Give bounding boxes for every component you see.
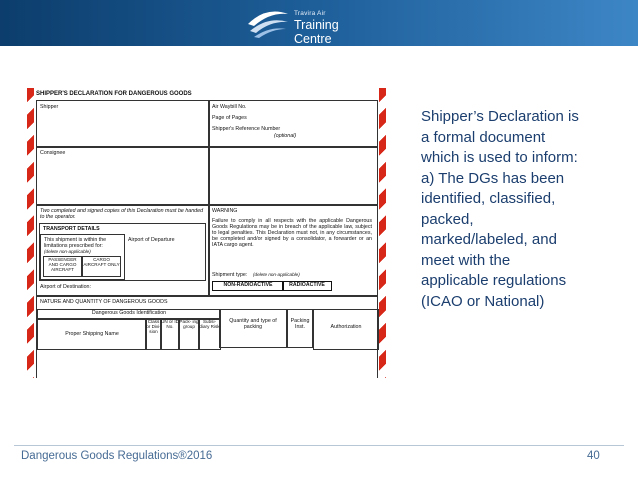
form-title: SHIPPER'S DECLARATION FOR DANGEROUS GOODS bbox=[36, 91, 192, 97]
shipper-box bbox=[36, 100, 210, 148]
nature-quantity-box bbox=[36, 295, 378, 378]
logo bbox=[244, 3, 374, 46]
warning-text: Failure to comply in all respects with the applicable Dangerous Goods Regulations may be in breach of the applicable law, subject to legal penalties. This Declaration must not, in any circumstances, be completed and/or signed by a consolidator, a forwarder or an IATA cargo agent. bbox=[212, 218, 372, 249]
dg-identification-header: Dangerous Goods Identification bbox=[37, 309, 221, 320]
body-line: meet with the bbox=[421, 251, 511, 269]
body-text bbox=[421, 107, 621, 312]
optional-note: (optional) bbox=[274, 133, 297, 139]
shipment-type-label: Shipment type: bbox=[212, 272, 248, 278]
transport-box bbox=[36, 204, 210, 297]
consignee-box bbox=[36, 146, 210, 206]
col-class: Class or Divi- sion bbox=[145, 318, 162, 350]
hatched-border-left bbox=[27, 88, 34, 378]
page-number: 40 bbox=[587, 450, 600, 462]
logo-title: Training Centre bbox=[294, 18, 339, 46]
airport-destination-label: Airport of Destination: bbox=[40, 284, 91, 290]
transport-details-box bbox=[39, 223, 206, 281]
consignee-label: Consignee bbox=[40, 150, 66, 156]
col-un-number: UN or ID No. bbox=[160, 318, 180, 350]
col-packing-group: Pack- ing group bbox=[178, 318, 200, 350]
aircraft-limits-box bbox=[40, 234, 125, 280]
header-bar bbox=[0, 0, 638, 46]
col-quantity: Quantity and type of packing bbox=[219, 309, 287, 348]
nature-quantity-label: NATURE AND QUANTITY OF DANGEROUS GOODS bbox=[40, 299, 168, 305]
body-line: a formal document bbox=[421, 128, 546, 146]
body-line: marked/labeled, and bbox=[421, 231, 557, 248]
body-line: (ICAO or National) bbox=[421, 292, 545, 310]
body-line: identified, classified, bbox=[421, 190, 556, 207]
air-waybill-label: Air Waybill No. bbox=[212, 104, 247, 110]
form-content bbox=[36, 91, 376, 378]
waybill-box bbox=[208, 100, 378, 148]
body-line: applicable regulations bbox=[421, 272, 567, 289]
body-line: Shipper’s Declaration is bbox=[421, 108, 579, 125]
col-authorization: Authorization bbox=[313, 309, 379, 350]
delete-note: (delete non-applicable) bbox=[44, 249, 91, 254]
warning-label: WARNING bbox=[212, 208, 238, 214]
body-line: which is used to inform: bbox=[421, 149, 578, 166]
passenger-cargo-option: PASSENGER AND CARGO AIRCRAFT bbox=[43, 256, 82, 277]
hatched-border-right bbox=[379, 88, 386, 378]
shipment-within-label: This shipment is within the limitations prescribed for: bbox=[44, 237, 107, 250]
col-proper-shipping-name: Proper Shipping Name bbox=[37, 318, 147, 350]
cargo-only-option: CARGO AIRCRAFT ONLY bbox=[82, 256, 121, 277]
transport-details-label: TRANSPORT DETAILS bbox=[43, 226, 100, 232]
col-packing-inst: Packing Inst. bbox=[287, 309, 313, 348]
body-line: packed, bbox=[421, 210, 474, 228]
declaration-form-image bbox=[27, 88, 386, 378]
radioactive-option: RADIOACTIVE bbox=[282, 281, 332, 291]
body-line: a) The DGs has been bbox=[421, 169, 565, 187]
footer-divider bbox=[14, 445, 624, 446]
logo-small-text: Travira Air bbox=[294, 10, 326, 17]
page-of-pages-label: Page of Pages bbox=[212, 115, 247, 121]
footer-title: Dangerous Goods Regulations®2016 bbox=[21, 450, 213, 462]
col-subsidiary-risk: Subsi- diary Risk bbox=[198, 318, 221, 350]
warning-box bbox=[208, 204, 378, 297]
airport-departure-label: Airport of Departure bbox=[128, 237, 175, 243]
shipment-type-note: (delete non-applicable) bbox=[253, 272, 300, 277]
non-radioactive-option: NON-RADIOACTIVE bbox=[212, 281, 284, 291]
shipper-ref-label: Shipper's Reference Number bbox=[212, 126, 281, 132]
shipper-label: Shipper bbox=[40, 104, 59, 110]
logo-swoosh-icon bbox=[244, 4, 290, 42]
two-copies-note: Two completed and signed copies of this Declaration must be handed to the operator. bbox=[40, 208, 204, 221]
blank-box bbox=[208, 146, 378, 206]
